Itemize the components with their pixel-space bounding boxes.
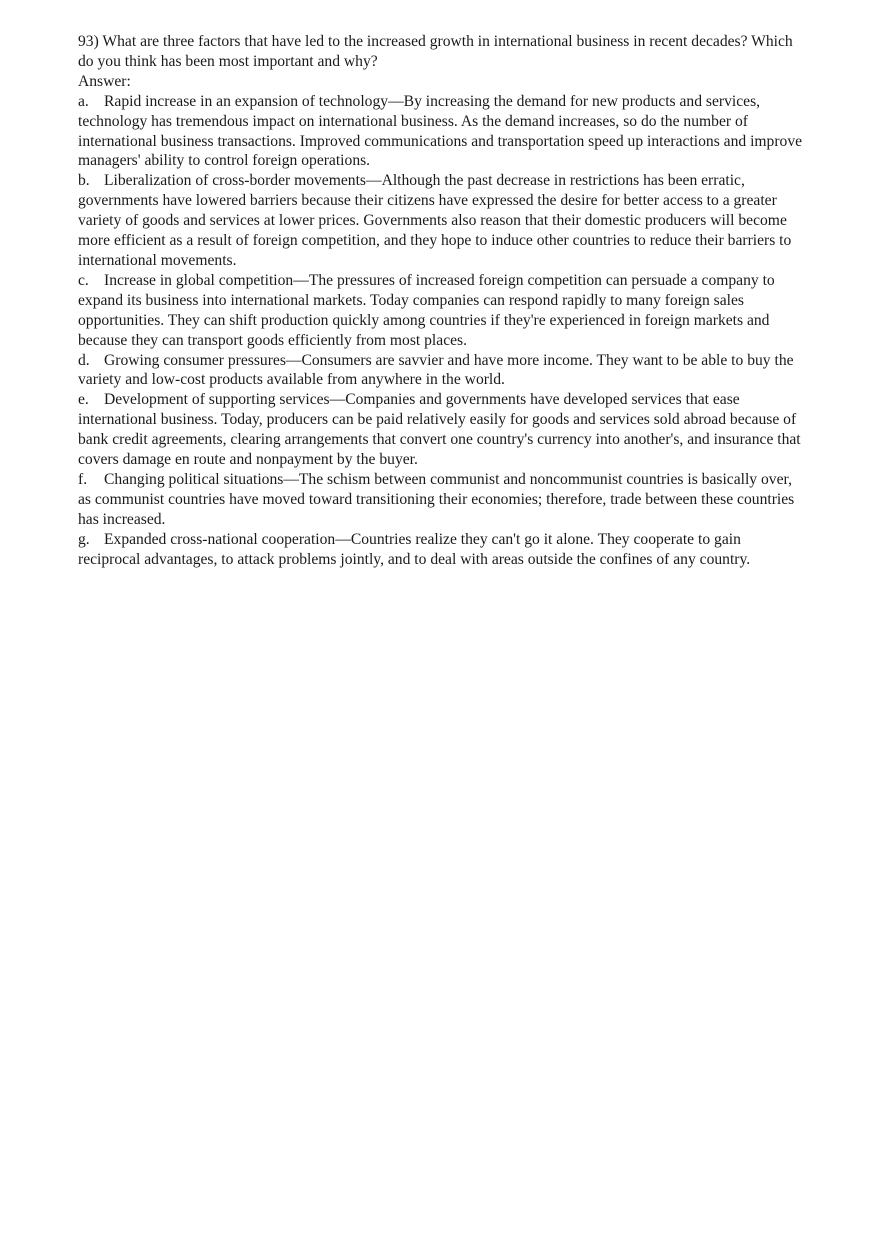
answer-item-f <box>78 470 804 530</box>
answer-label: Answer: <box>78 72 131 90</box>
answer-item-d <box>78 351 804 391</box>
item-letter: b. <box>78 172 90 190</box>
answer-item-c <box>78 271 804 351</box>
item-letter: a. <box>78 92 89 110</box>
answer-item-b <box>78 171 804 271</box>
item-letter: f. <box>78 470 88 488</box>
answer-item-g <box>78 530 804 570</box>
item-letter: c. <box>78 271 89 289</box>
document-page <box>78 32 804 569</box>
answer-item-a <box>78 92 804 172</box>
question-text: 93) What are three factors that have led to the increased growth in international business in recent decades? Which do you think has been most important and why? <box>78 33 793 70</box>
item-text: Liberalization of cross-border movements—Although the past decrease in restrictions has been erratic, governments have lowered barriers because their citizens have expressed the desire for better access to a greater variety of goods and services at lower prices. Governments also reason that their domestic producers will become more efficient as a result of foreign competition, and they hope to induce other countries to reduce their barriers to international movements. <box>78 172 792 269</box>
item-letter: e. <box>78 391 89 409</box>
item-text: Growing consumer pressures—Consumers are savvier and have more income. They want to be able to buy the variety and low-cost products available from anywhere in the world. <box>78 351 794 389</box>
item-text: Changing political situations—The schism between communist and noncommunist countries is basically over, as communist countries have moved toward transitioning their economies; therefore, trade between these countries has increased. <box>78 470 795 528</box>
item-letter: g. <box>78 530 90 548</box>
answer-item-e <box>78 390 804 470</box>
item-text: Expanded cross-national cooperation—Countries realize they can't go it alone. They cooperate to gain reciprocal advantages, to attack problems jointly, and to deal with areas outside the confines of any country. <box>78 530 751 568</box>
item-text: Development of supporting services—Companies and governments have developed services that ease international business. Today, producers can be paid relatively easily for goods and services sold abroad because of bank credit agreements, clearing arrangements that convert one country's currency into another's, and insurance that covers damage en route and nonpayment by the buyer. <box>78 391 801 469</box>
item-text: Rapid increase in an expansion of technology—By increasing the demand for new products and services, technology has tremendous impact on international business. As the demand increases, so do the number of international business transactions. Improved communications and transportation speed up interactions and improve managers' ability to control foreign operations. <box>78 92 803 170</box>
item-letter: d. <box>78 351 90 369</box>
item-text: Increase in global competition—The pressures of increased foreign competition can persuade a company to expand its business into international markets. Today companies can respond rapidly to many foreign sales opportunities. They can shift production quickly among countries if they're experienced in foreign markets and because they can transport goods efficiently from most places. <box>78 271 775 349</box>
